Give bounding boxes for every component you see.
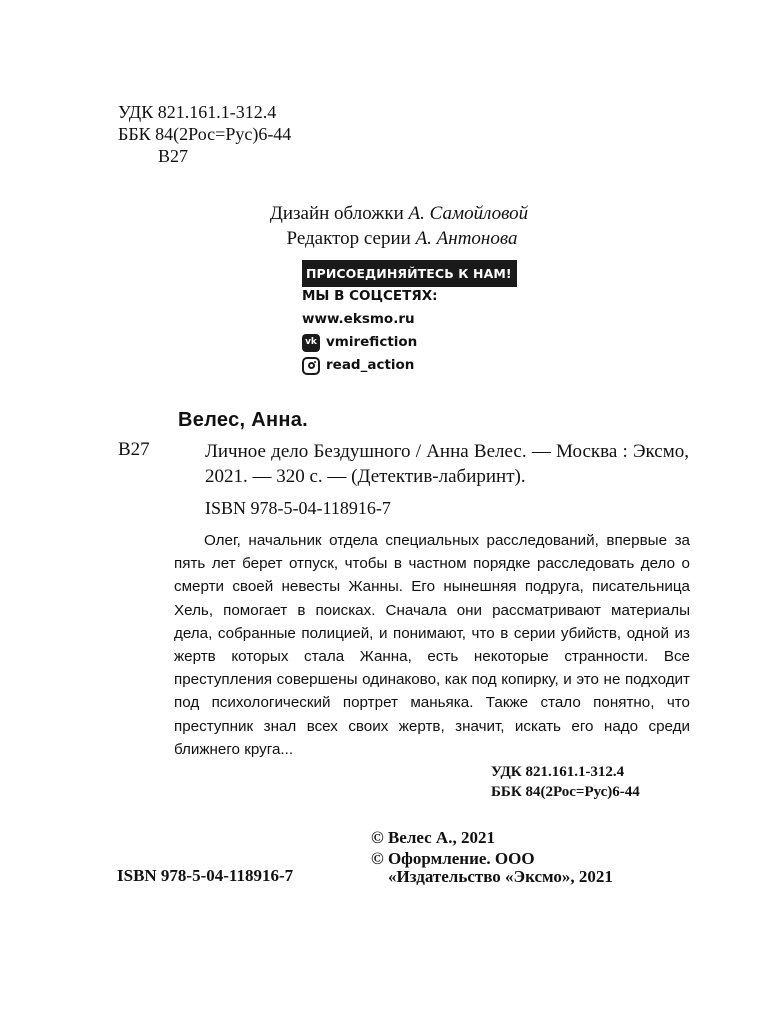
footer-isbn: ISBN 978-5-04-118916-7 bbox=[117, 866, 294, 885]
bibliographic-description: Личное дело Бездушного / Анна Велес. — Москва : Эксмо, 2021. — 320 с. — (Детектив-лабиринт). bbox=[205, 441, 689, 487]
record-code: В27 bbox=[118, 439, 150, 460]
footer-bbk: ББК 84(2Рос=Рус)6-44 bbox=[491, 784, 640, 800]
classification-block bbox=[118, 101, 291, 167]
social-block bbox=[302, 262, 517, 377]
social-subtitle: МЫ В СОЦСЕТЯХ: bbox=[302, 288, 438, 304]
bbk-code: ББК 84(2Рос=Рус)6-44 bbox=[118, 124, 292, 144]
vk-link[interactable] bbox=[302, 331, 517, 354]
cover-design-credit bbox=[15, 201, 768, 227]
publisher-name: «Издательство «Эксмо», 2021 bbox=[388, 867, 613, 886]
instagram-link[interactable] bbox=[302, 354, 517, 377]
footer-udk: УДК 821.161.1-312.4 bbox=[491, 764, 625, 780]
vk-icon: vk bbox=[302, 334, 320, 352]
website-link[interactable]: www.eksmo.ru bbox=[302, 311, 415, 327]
annotation: Олег, начальник отдела специальных расследований, впервые за пять лет берет отпуск, чтобы в частном порядке расследовать дело о смерти своей невесты Жанны. Его нынешняя подруга, писательница Хель, помогает в поисках. Сначала они рассматривают материалы дела, собранные полицией, и понимают, что в серии убийств, одной из жертв которых стала Жанна, есть некоторые странности. Все преступления совершены одинаково, как под копирку, и это не подходит под психологический портрет маньяка. Также стало понятно, что преступник знал всех своих жертв, значит, искать его надо среди ближнего круга... bbox=[174, 532, 690, 758]
series-editor-name: А. Антонова bbox=[415, 228, 518, 249]
instagram-icon bbox=[302, 357, 320, 375]
record-isbn: ISBN 978-5-04-118916-7 bbox=[205, 498, 391, 518]
cover-design-label: Дизайн обложки bbox=[269, 203, 404, 224]
udk-code: УДК 821.161.1-312.4 bbox=[118, 102, 277, 122]
copyright-design: © Оформление. ООО bbox=[371, 849, 535, 868]
author-code: В27 bbox=[158, 146, 189, 166]
series-editor-label: Редактор серии bbox=[286, 228, 411, 249]
join-us-banner: ПРИСОЕДИНЯЙТЕСЬ К НАМ! bbox=[302, 260, 517, 287]
author-heading: Велес, Анна. bbox=[178, 409, 308, 431]
series-editor-credit bbox=[18, 226, 768, 252]
copyright-author: © Велес А., 2021 bbox=[371, 828, 495, 847]
instagram-handle: read_action bbox=[326, 357, 415, 373]
footer-classification bbox=[491, 762, 640, 802]
cover-designer-name: А. Самойловой bbox=[408, 203, 529, 224]
vk-handle: vmirefiction bbox=[326, 334, 418, 350]
